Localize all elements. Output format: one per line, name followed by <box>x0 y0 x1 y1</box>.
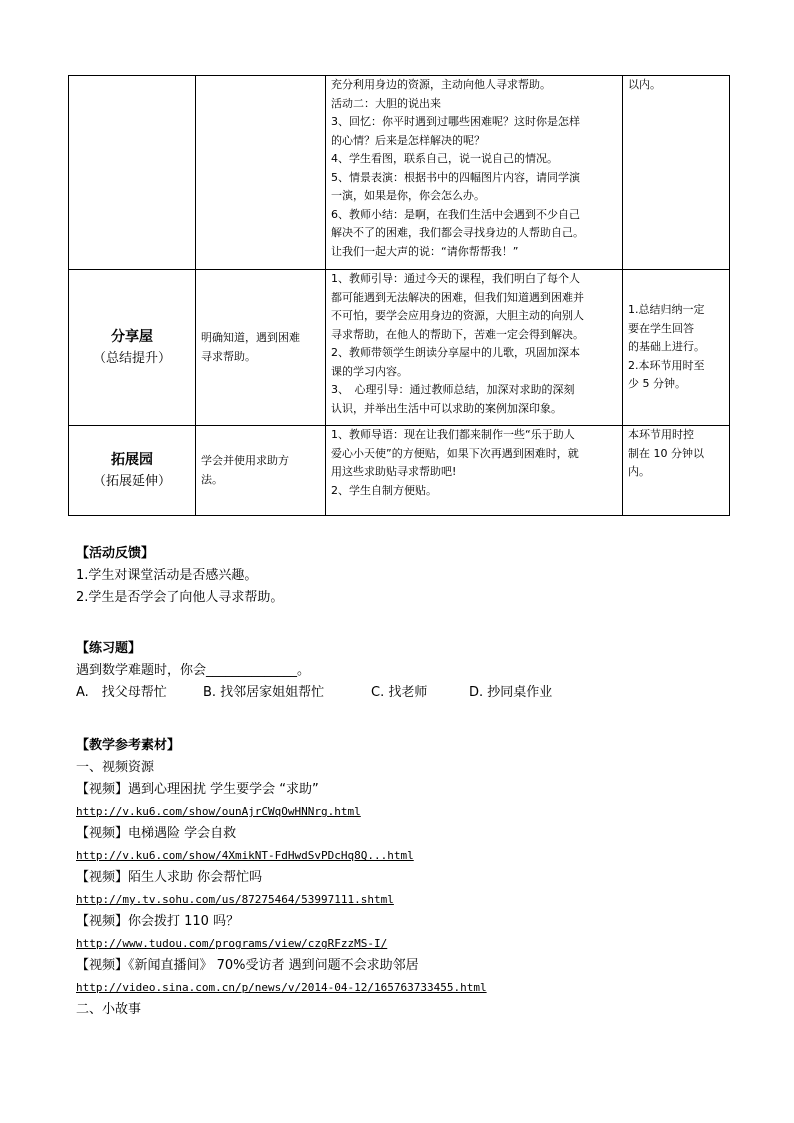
content-line: 3、回忆：你平时遇到过哪些困难呢？这时你是怎样 <box>331 115 580 128</box>
content-line: 让我们一起大声的说：“请你帮帮我！” <box>331 244 519 258</box>
stage-cell <box>69 426 196 516</box>
content-cell <box>326 426 623 516</box>
feedback-item: 1.学生对课堂活动是否感兴趣。 <box>76 568 258 583</box>
content-line: 1、教师引导：通过今天的课程，我们明白了每个人 <box>331 272 580 285</box>
note-line: 2.本环节用时至 <box>628 358 705 372</box>
video-link[interactable]: http://video.sina.com.cn/p/news/v/2014-04-12/165763733455.html <box>76 981 487 994</box>
goal-line: 学会并使用求助方 <box>201 454 289 467</box>
content-line: 1、教师导语：现在让我们都来制作一些“乐于助人 <box>331 428 575 441</box>
content-cell <box>326 76 623 270</box>
table-row <box>69 426 730 516</box>
video-label: 【视频】你会拨打 110 吗？ <box>76 914 240 929</box>
content-line: 活动二：大胆的说出来 <box>331 96 441 110</box>
content-line: 爱心小天使”的方便贴，如果下次再遇到困难时，就 <box>331 446 579 460</box>
note-cell <box>623 270 730 426</box>
content-line: 2、教师带领学生朗读分享屋中的儿歌，巩固加深本 <box>331 346 580 359</box>
table-row <box>69 270 730 426</box>
content-line: 3、 心理引导：通过教师总结，加深对求助的深刻 <box>331 383 575 396</box>
content-line: 解决不了的困难，我们都会寻找身边的人帮助自己。 <box>331 226 584 239</box>
video-link[interactable]: http://v.ku6.com/show/4XmikNT-FdHwdSvPDcHq8Q...html <box>76 849 414 862</box>
stage-title: 拓展园 <box>111 451 153 468</box>
exercise-question: 遇到数学难题时，你会______________。 <box>76 663 311 678</box>
video-label: 【视频】《新闻直播间》 70%受访者 遇到问题不会求助邻居 <box>76 958 419 973</box>
note-line: 制在 10 分钟以 <box>628 446 704 460</box>
content-line: 寻求帮助，在他人的帮助下，苦难一定会得到解决。 <box>331 327 584 341</box>
content-line: 6、教师小结：是啊，在我们生活中会遇到不少自己 <box>331 207 580 221</box>
content-line: 一演，如果是你，你会怎么办。 <box>331 189 485 202</box>
feedback-item: 2.学生是否学会了向他人寻求帮助。 <box>76 590 284 605</box>
content-line: 4、学生看图，联系自己，说一说自己的情况。 <box>331 152 558 165</box>
materials-section <box>76 735 487 1021</box>
note-line: 的基础上进行。 <box>628 340 705 354</box>
goal-line: 法。 <box>201 472 223 486</box>
note-line: 少 5 分钟。 <box>628 377 686 391</box>
note-cell <box>623 76 730 270</box>
video-label: 【视频】遇到心理困扰 学生要学会 “求助” <box>76 782 319 797</box>
materials-subheading: 二、小故事 <box>76 1002 142 1017</box>
stage-cell <box>69 270 196 426</box>
content-cell <box>326 270 623 426</box>
content-line: 的心情？后来是怎样解决的呢？ <box>331 133 485 147</box>
content-line: 都可能遇到无法解决的困难，但我们知道遇到困难并 <box>331 290 584 304</box>
note-line: 内。 <box>628 465 650 478</box>
content-line: 不可怕，要学会应用身边的资源，大胆主动的向别人 <box>331 309 584 322</box>
stage-title: 分享屋 <box>111 328 153 345</box>
materials-subheading: 一、视频资源 <box>76 760 155 775</box>
content-line: 5、情景表演：根据书中的四幅图片内容，请同学演 <box>331 170 580 184</box>
goal-cell <box>196 76 326 270</box>
video-link[interactable]: http://www.tudou.com/programs/view/czgRFzzMS-I/ <box>76 937 388 950</box>
materials-heading: 【教学参考素材】 <box>76 738 181 753</box>
content-line: 认识，并举出生活中可以求助的案例加深印象。 <box>331 401 562 415</box>
video-link[interactable]: http://my.tv.sohu.com/us/87275464/53997111.shtml <box>76 893 394 906</box>
option-b: B. 找邻居家姐姐帮忙 <box>203 685 325 700</box>
goal-cell <box>196 270 326 426</box>
goal-cell <box>196 426 326 516</box>
video-label: 【视频】电梯遇险 学会自救 <box>76 826 237 841</box>
option-d: D. 抄同桌作业 <box>469 685 553 700</box>
note-line: 1.总结归纳一定 <box>628 303 705 317</box>
table-row <box>69 76 730 270</box>
option-c: C. 找老师 <box>371 685 428 700</box>
option-a: A. 找父母帮忙 <box>76 685 167 700</box>
content-line: 用这些求助贴寻求帮助吧! <box>331 465 457 478</box>
exercise-section <box>76 638 552 704</box>
lesson-plan-table <box>68 75 730 516</box>
feedback-section <box>76 543 283 609</box>
exercise-heading: 【练习题】 <box>76 641 142 656</box>
stage-subtitle: （拓展延伸） <box>92 473 171 489</box>
note-cell <box>623 426 730 516</box>
note-line: 本环节用时控 <box>628 428 694 441</box>
goal-line: 明确知道，遇到困难 <box>201 331 300 344</box>
content-line: 课的学习内容。 <box>331 364 408 378</box>
content-line: 2、学生自制方便贴。 <box>331 483 437 497</box>
content-line: 充分利用身边的资源，主动向他人寻求帮助。 <box>331 78 551 91</box>
video-link[interactable]: http://v.ku6.com/show/ounAjrCWqOwHNNrg.html <box>76 805 361 818</box>
note-line: 以内。 <box>628 78 661 91</box>
exercise-options <box>76 682 552 704</box>
goal-line: 寻求帮助。 <box>201 349 256 363</box>
video-label: 【视频】陌生人求助 你会帮忙吗 <box>76 870 263 885</box>
feedback-heading: 【活动反馈】 <box>76 546 155 561</box>
stage-subtitle: （总结提升） <box>92 350 171 366</box>
stage-cell <box>69 76 196 270</box>
note-line: 要在学生回答 <box>628 321 694 335</box>
